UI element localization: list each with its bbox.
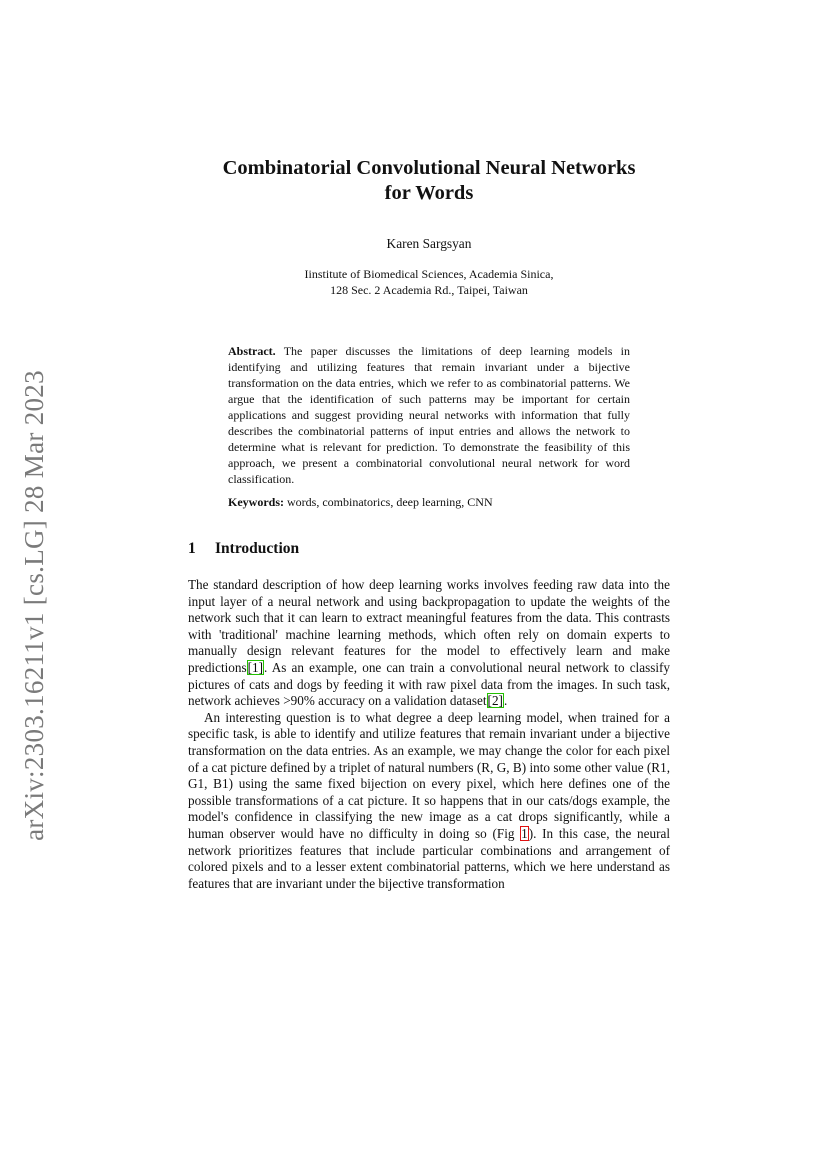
title-line-1: Combinatorial Convolutional Neural Networks bbox=[222, 157, 636, 179]
affiliation-line-1: Iinstitute of Biomedical Sciences, Academia Sinica, bbox=[304, 267, 554, 281]
section-body bbox=[188, 577, 670, 892]
arxiv-side-stamp bbox=[16, 360, 52, 850]
citation-link-2[interactable]: [2] bbox=[487, 693, 503, 709]
paragraph-1-text-a: The standard description of how deep learning works involves feeding raw data into the input layer of a neural network and using backpropagation to update the weights of the network such that it can learn to extract meaningful features from the data. This contrasts with 'traditional' machine learning methods, which often rely on domain experts to manually design relevant features for the model to effectively learn and make predictions bbox=[188, 577, 670, 675]
author-name: Karen Sargsyan bbox=[386, 236, 472, 251]
title-line-2: for Words bbox=[384, 182, 474, 204]
paragraph-1-text-b: . As an example, one can train a convolutional neural network to classify pictures of cats and dogs by feeding it with raw pixel data from the images. In such task, network achieves >90% accuracy on a validation dataset bbox=[188, 659, 670, 709]
keywords-text: words, combinatorics, deep learning, CNN bbox=[287, 495, 493, 509]
affiliation-line-2: 128 Sec. 2 Academia Rd., Taipei, Taiwan bbox=[330, 283, 528, 297]
abstract bbox=[228, 343, 630, 487]
paragraph-1-text-c: . bbox=[503, 693, 508, 709]
paper-title bbox=[188, 156, 670, 206]
citation-link-1[interactable]: [1] bbox=[247, 659, 263, 675]
keywords-label: Keywords: bbox=[228, 495, 284, 509]
keywords bbox=[228, 495, 630, 510]
section-title: Introduction bbox=[215, 540, 300, 557]
paragraph-2-text-b: ). In this case, the neural network prioritizes features that include particular combinations and arrangement of colored pixels and to a lesser extent combinatorial patterns, which we here understand as features that are invariant under the bijective transformation bbox=[188, 825, 671, 891]
figure-reference-link[interactable]: 1 bbox=[521, 825, 528, 841]
section-heading bbox=[188, 540, 299, 558]
paragraph-1 bbox=[188, 577, 670, 710]
section-number: 1 bbox=[188, 540, 196, 557]
abstract-label: Abstract. bbox=[228, 344, 276, 358]
arxiv-identifier: arXiv:2303.16211v1 [cs.LG] 28 Mar 2023 bbox=[18, 369, 49, 841]
affiliation bbox=[188, 266, 670, 298]
abstract-text: The paper discusses the limitations of deep learning models in identifying and utilizing features that remain invariant under a bijective transformation on the data entries, which we refer to as combinatorial patterns. We argue that the identification of such patterns may be important for certain applications and suggest providing neural networks with information that fully describes the combinatorial patterns of input entries and allows the network to determine what is relevant for prediction. To demonstrate the feasibility of this approach, we present a combinatorial convolutional neural network for word classification. bbox=[228, 344, 630, 486]
paragraph-2 bbox=[188, 710, 670, 893]
paragraph-2-text-a: An interesting question is to what degree a deep learning model, when trained for a specific task, is able to identify and utilize features that remain invariant under a bijective transformation on the data entries. As an example, we may change the color for each pixel of a cat picture defined by a triplet of natural numbers (R, G, B) into some other value (R1, G1, B1) using the same fixed bijection on every pixel, which here defines one of the possible transformations of a cat picture. It so happens that in our cats/dogs example, the model's confidence in classifying the new image as a cat drops significantly, while a human observer would have no difficulty in doing so (Fig bbox=[188, 709, 670, 841]
